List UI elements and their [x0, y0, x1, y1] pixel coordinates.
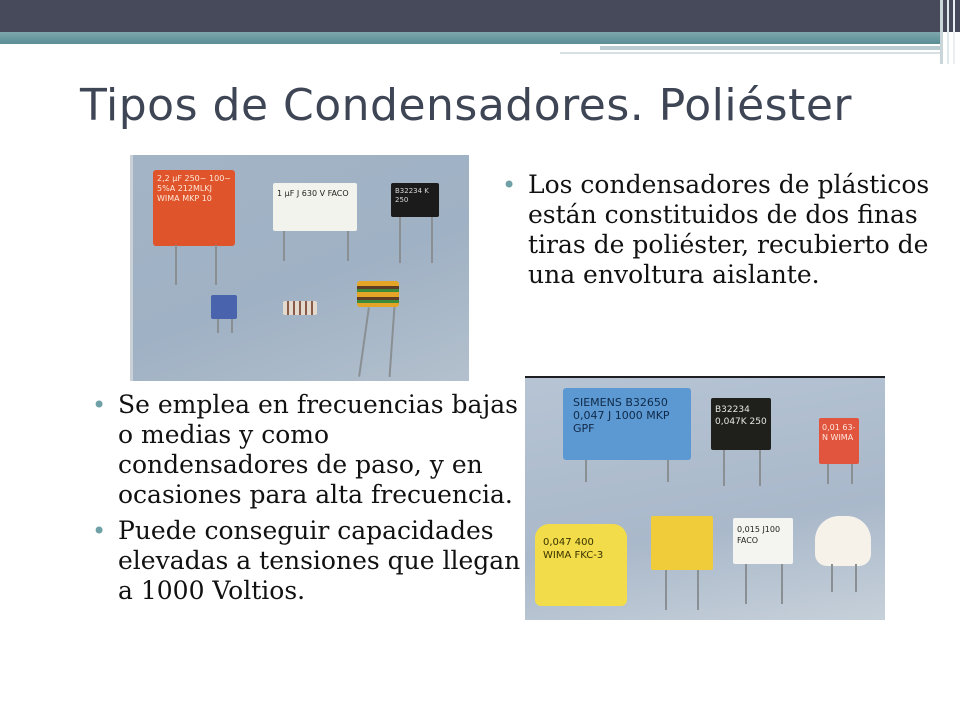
banner-line [600, 46, 940, 50]
black-capacitor-label: B32234 K 250 [395, 187, 429, 204]
yellow-wima-capacitor [535, 524, 627, 606]
lead-wire [399, 217, 401, 263]
lead-wire [827, 464, 829, 484]
red-capacitor [153, 170, 235, 246]
slide-title: Tipos de Condensadores. Poliéster [80, 80, 852, 131]
small-blue-capacitor [211, 295, 237, 319]
lead-wire [347, 231, 349, 261]
lead-wire [431, 217, 433, 263]
banner-edge [940, 0, 943, 64]
bullet-marker-icon: • [92, 517, 107, 545]
small-striped-capacitor [283, 301, 317, 315]
capacitors-photo-top [130, 155, 469, 381]
blue-siemens-capacitor [563, 388, 691, 460]
white-capacitor-label: 0,015 J100 FACO [737, 525, 781, 545]
lead-wire [855, 564, 857, 592]
bullet-list-right [496, 170, 936, 290]
bullet-marker-icon: • [92, 391, 107, 419]
lead-wire [759, 450, 761, 486]
blue-capacitor-label: SIEMENS B32650 0,047 J 1000 MKP GPF [573, 396, 670, 435]
black-capacitor [711, 398, 771, 450]
lead-wire [665, 570, 667, 610]
bullet-item [496, 170, 936, 290]
ceramic-disc-capacitor [815, 516, 871, 566]
lead-wire [723, 450, 725, 486]
multilayer-capacitor [357, 281, 399, 307]
banner-dark [0, 0, 960, 32]
red-capacitor-label: 2,2 µF 250~ 100~ 5%A 212MLKJ WIMA MKP 10 [157, 174, 231, 203]
lead-wire [781, 564, 783, 604]
bullet-marker-icon: • [502, 171, 517, 199]
bullet-text: Puede conseguir capacidades elevadas a tensiones que llegan a 1000 Voltios. [118, 516, 521, 605]
yellow-block-capacitor [651, 516, 713, 570]
lead-wire [851, 464, 853, 484]
lead-wire [231, 319, 233, 333]
black-capacitor [391, 183, 439, 217]
lead-wire [585, 460, 587, 482]
black-capacitor-label: B32234 0,047K 250 [715, 405, 767, 427]
lead-wire [283, 231, 285, 261]
lead-wire [217, 319, 219, 333]
bullet-text: Los condensadores de plásticos están constituidos de dos finas tiras de poliéster, recubierto de una envoltura aislante. [528, 170, 930, 289]
small-red-capacitor [819, 418, 859, 464]
bullet-list-left [86, 390, 526, 612]
lead-wire [745, 564, 747, 604]
white-faco-capacitor [733, 518, 793, 564]
bullet-item [86, 516, 526, 606]
white-capacitor [273, 183, 357, 231]
lead-wire [175, 245, 177, 285]
yellow-capacitor-label: 0,047 400 WIMA FKC-3 [543, 537, 604, 561]
lead-wire [831, 564, 833, 592]
banner-line [560, 52, 940, 54]
lead-wire [667, 460, 669, 482]
lead-wire [215, 245, 217, 285]
bullet-item [86, 390, 526, 510]
lead-wire [389, 307, 396, 377]
banner-edge [947, 0, 949, 64]
capacitors-photo-bottom [525, 376, 885, 620]
banner-teal [0, 32, 940, 44]
red-capacitor-label: 0,01 63-N WIMA [822, 423, 856, 442]
lead-wire [697, 570, 699, 610]
bullet-text: Se emplea en frecuencias bajas o medias y como condensadores de paso, y en ocasiones para alta frecuencia. [118, 390, 518, 509]
banner-edge [953, 0, 955, 64]
lead-wire [358, 307, 370, 377]
white-capacitor-label: 1 µF J 630 V FACO [277, 189, 349, 198]
